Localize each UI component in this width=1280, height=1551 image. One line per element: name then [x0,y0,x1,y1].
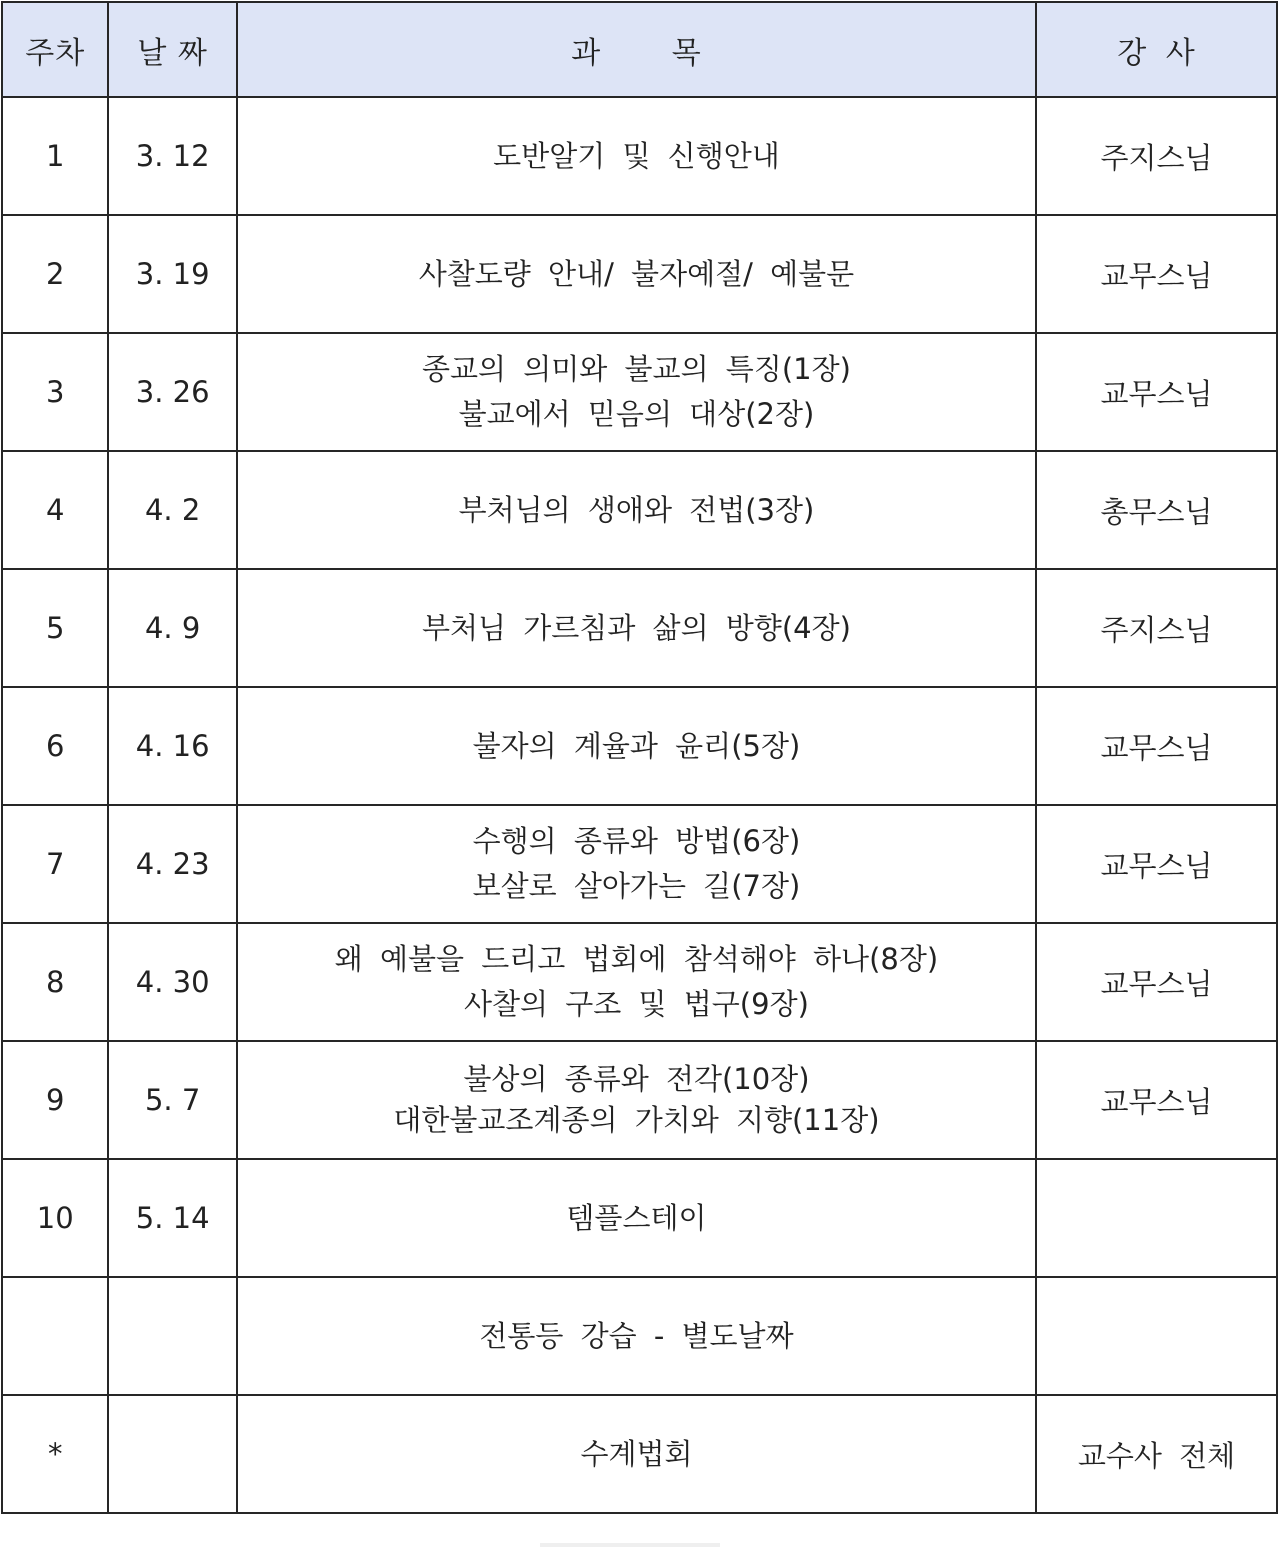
week-cell: 10 [2,1159,108,1277]
table-row [2,923,1277,1041]
table-header [2,2,1277,97]
subject-cell [237,333,1036,451]
header-subject: 과 목 [237,2,1036,97]
week-cell [2,1277,108,1395]
table-row [2,451,1277,569]
subject-cell [237,1395,1036,1513]
header-date: 날 짜 [108,2,237,97]
subject-line: 대한불교조계종의 가치와 지향(11장) [393,1103,880,1137]
teacher-cell [1036,1159,1277,1277]
date-cell: 3. 12 [108,97,237,215]
subject-line: 수행의 종류와 방법(6장) [472,824,801,859]
week-cell: * [2,1395,108,1513]
teacher-cell [1036,1277,1277,1395]
page-edge-mark [540,1543,720,1547]
subject-line: 전통등 강습 - 별도날짜 [479,1318,794,1353]
date-cell [108,1277,237,1395]
subject-cell [237,451,1036,569]
week-cell: 7 [2,805,108,923]
table-row [2,687,1277,805]
subject-line: 종교의 의미와 불교의 특징(1장) [422,352,851,387]
subject-line: 템플스테이 [566,1200,707,1235]
schedule-table [1,1,1278,1514]
subject-cell [237,923,1036,1041]
date-cell: 4. 16 [108,687,237,805]
table-row [2,805,1277,923]
week-cell: 1 [2,97,108,215]
date-cell: 5. 14 [108,1159,237,1277]
table-row [2,215,1277,333]
table-row [2,569,1277,687]
teacher-cell: 교무스님 [1036,215,1277,333]
week-cell: 4 [2,451,108,569]
table-body [2,97,1277,1513]
subject-cell [237,805,1036,923]
table-row [2,1277,1277,1395]
date-cell: 3. 26 [108,333,237,451]
teacher-cell: 주지스님 [1036,97,1277,215]
subject-line: 부처님 가르침과 삶의 방향(4장) [422,610,851,645]
teacher-cell: 교무스님 [1036,687,1277,805]
week-cell: 9 [2,1041,108,1159]
week-cell: 8 [2,923,108,1041]
subject-cell [237,1159,1036,1277]
subject-line: 왜 예불을 드리고 법회에 참석해야 하나(8장) [334,942,939,977]
subject-cell [237,97,1036,215]
subject-line: 수계법회 [580,1436,693,1471]
date-cell: 4. 23 [108,805,237,923]
subject-line: 사찰의 구조 및 법구(9장) [464,987,809,1021]
table-row [2,333,1277,451]
week-cell: 3 [2,333,108,451]
teacher-cell: 교무스님 [1036,923,1277,1041]
header-week: 주차 [2,2,108,97]
teacher-cell: 교무스님 [1036,805,1277,923]
date-cell: 4. 9 [108,569,237,687]
date-cell: 4. 30 [108,923,237,1041]
subject-line: 보살로 살아가는 길(7장) [472,869,801,903]
subject-line: 불교에서 믿음의 대상(2장) [458,397,815,431]
teacher-cell: 교무스님 [1036,1041,1277,1159]
date-cell: 3. 19 [108,215,237,333]
subject-line: 부처님의 생애와 전법(3장) [458,492,815,527]
header-row [2,2,1277,97]
teacher-cell: 주지스님 [1036,569,1277,687]
table-row [2,97,1277,215]
subject-cell [237,569,1036,687]
subject-line: 불자의 계율과 윤리(5장) [472,728,801,763]
subject-line: 불상의 종류와 전각(10장) [463,1062,810,1097]
table-row [2,1395,1277,1513]
week-cell: 6 [2,687,108,805]
subject-cell [237,215,1036,333]
subject-line: 도반알기 및 신행안내 [493,138,780,173]
date-cell: 5. 7 [108,1041,237,1159]
table-row [2,1041,1277,1159]
subject-cell [237,1041,1036,1159]
week-cell: 5 [2,569,108,687]
subject-cell [237,1277,1036,1395]
teacher-cell: 총무스님 [1036,451,1277,569]
date-cell [108,1395,237,1513]
header-teacher: 강 사 [1036,2,1277,97]
teacher-cell: 교무스님 [1036,333,1277,451]
subject-line: 사찰도량 안내/ 불자예절/ 예불문 [418,256,855,291]
teacher-cell: 교수사 전체 [1036,1395,1277,1513]
subject-cell [237,687,1036,805]
table-row [2,1159,1277,1277]
week-cell: 2 [2,215,108,333]
date-cell: 4. 2 [108,451,237,569]
